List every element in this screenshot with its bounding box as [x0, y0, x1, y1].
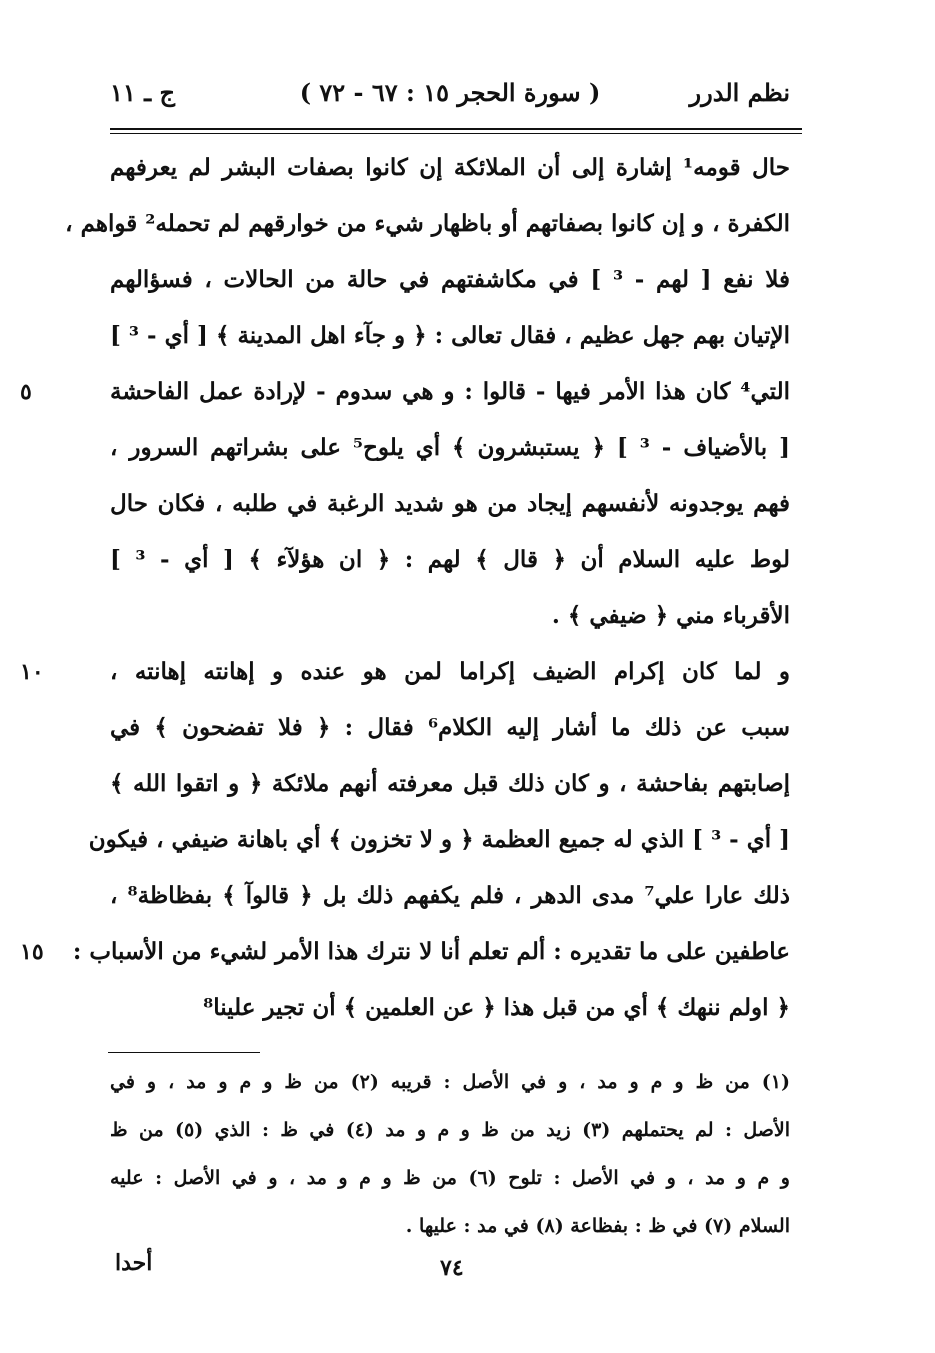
line-text: فلا نفع [ لهم - ³ ] في مكاشفتهم في حالة من الحالات ، فسؤالهم — [110, 266, 790, 293]
line-text: التي⁴ كان هذا الأمر فيها - قالوا : و هي سدوم - لإرادة عمل الفاحشة — [110, 378, 790, 405]
text-line — [110, 308, 790, 364]
footnote-line: (١) من ظ و م و مد ، و في الأصل : قريبه (٢) من ظ و م و مد ، و في — [110, 1071, 790, 1093]
line-number: ١٥ — [20, 939, 44, 965]
footnote-separator — [108, 1052, 260, 1053]
catchword: أحدا — [115, 1250, 153, 1276]
footnote-line: الأصل : لم يحتملهم (٣) زيد من ظ و م و مد (٤) في ظ : الذي (٥) من ظ — [110, 1119, 791, 1141]
line-text: الإتيان بهم جهل عظيم ، فقال تعالى : ﴿ و جآء اهل المدينة ﴾ [ أي - ³ ] — [110, 322, 790, 349]
line-text: [ بالأضياف - ³ ] ﴿ يستبشرون ﴾ أي يلوح⁵ على بشراتهم السرور ، — [110, 434, 791, 461]
text-line — [65, 196, 790, 252]
line-text: ذلك عارا علي⁷ مدى الدهر ، فلم يكفهم ذلك بل ﴿ قالوآ ﴾ بفظاظة⁸ ، — [110, 882, 790, 909]
text-line — [110, 476, 790, 532]
running-header — [110, 78, 790, 122]
text-line — [110, 980, 790, 1036]
text-line — [110, 588, 790, 644]
text-line — [88, 812, 790, 868]
text-line — [110, 756, 790, 812]
main-text — [20, 140, 791, 1036]
line-text: فهم يوجدونه لأنفسهم إيجاد من هو شديد الرغبة في طلبه ، فكان حال — [110, 490, 790, 517]
surah-reference: ( سورة الحجر ١٥ : ٦٧ - ٧٢ ) — [299, 78, 601, 107]
text-line — [110, 700, 790, 756]
text-line — [110, 140, 790, 196]
text-line — [110, 252, 790, 308]
line-text: لوط عليه السلام أن ﴿ قال ﴾ لهم : ﴿ ان هؤلآء ﴾ [ أي - ³ ] — [110, 546, 791, 573]
line-text: [ أي - ³ ] الذي له جميع العظمة ﴿ و لا تخزون ﴾ أي باهانة ضيفي ، فيكون — [88, 826, 790, 853]
volume-number: ج ـ ١١ — [110, 78, 176, 107]
text-line — [20, 364, 790, 420]
line-number: ٥ — [20, 379, 32, 405]
line-text: إصابتهم بفاحشة ، و كان ذلك قبل معرفته أنهم ملائكة ﴿ و اتقوا الله ﴾ — [110, 770, 790, 797]
line-text: سبب عن ذلك ما أشار إليه الكلام⁶ فقال : ﴿ فلا تفضحون ﴾ في — [110, 714, 790, 741]
footnotes — [110, 1058, 790, 1250]
footnote-line: و م و مد ، و في الأصل : تلوح (٦) من ظ و م و مد ، و في الأصل : عليه — [110, 1167, 790, 1189]
footnote-line: السلام (٧) في ظ : بفظاعة (٨) في مد : عليها . — [405, 1215, 790, 1237]
text-line — [20, 924, 790, 980]
header-rule-thick — [110, 128, 802, 130]
book-title: نظم الدرر — [689, 78, 790, 107]
line-text: الكفرة ، و إن كانوا بصفاتهم أو باظهار شيء من خوارقهم لم تحمله² قواهم ، — [65, 210, 790, 237]
line-number: ١٠ — [20, 659, 44, 685]
page-number: ٧٤ — [440, 1255, 464, 1281]
text-line — [110, 868, 790, 924]
line-text: ﴿ اولم ننهك ﴾ أي من قبل هذا ﴿ عن العلمين ﴾ أن تجير علينا⁸ — [203, 994, 790, 1021]
text-line — [110, 532, 790, 588]
line-text: حال قومه¹ إشارة إلى أن الملائكة إن كانوا بصفات البشر لم يعرفهم — [110, 154, 790, 181]
line-text: الأقرباء مني ﴿ ضيفي ﴾ . — [551, 602, 790, 629]
header-rule-thin — [110, 133, 802, 134]
text-line — [20, 644, 790, 700]
line-text: و لما كان إكرام الضيف إكراما لمن هو عنده و إهانته إهانته ، — [110, 658, 790, 685]
line-text: عاطفين على ما تقديره : ألم تعلم أنا لا نترك هذا الأمر لشيء من الأسباب : — [72, 938, 790, 965]
text-line — [110, 420, 790, 476]
